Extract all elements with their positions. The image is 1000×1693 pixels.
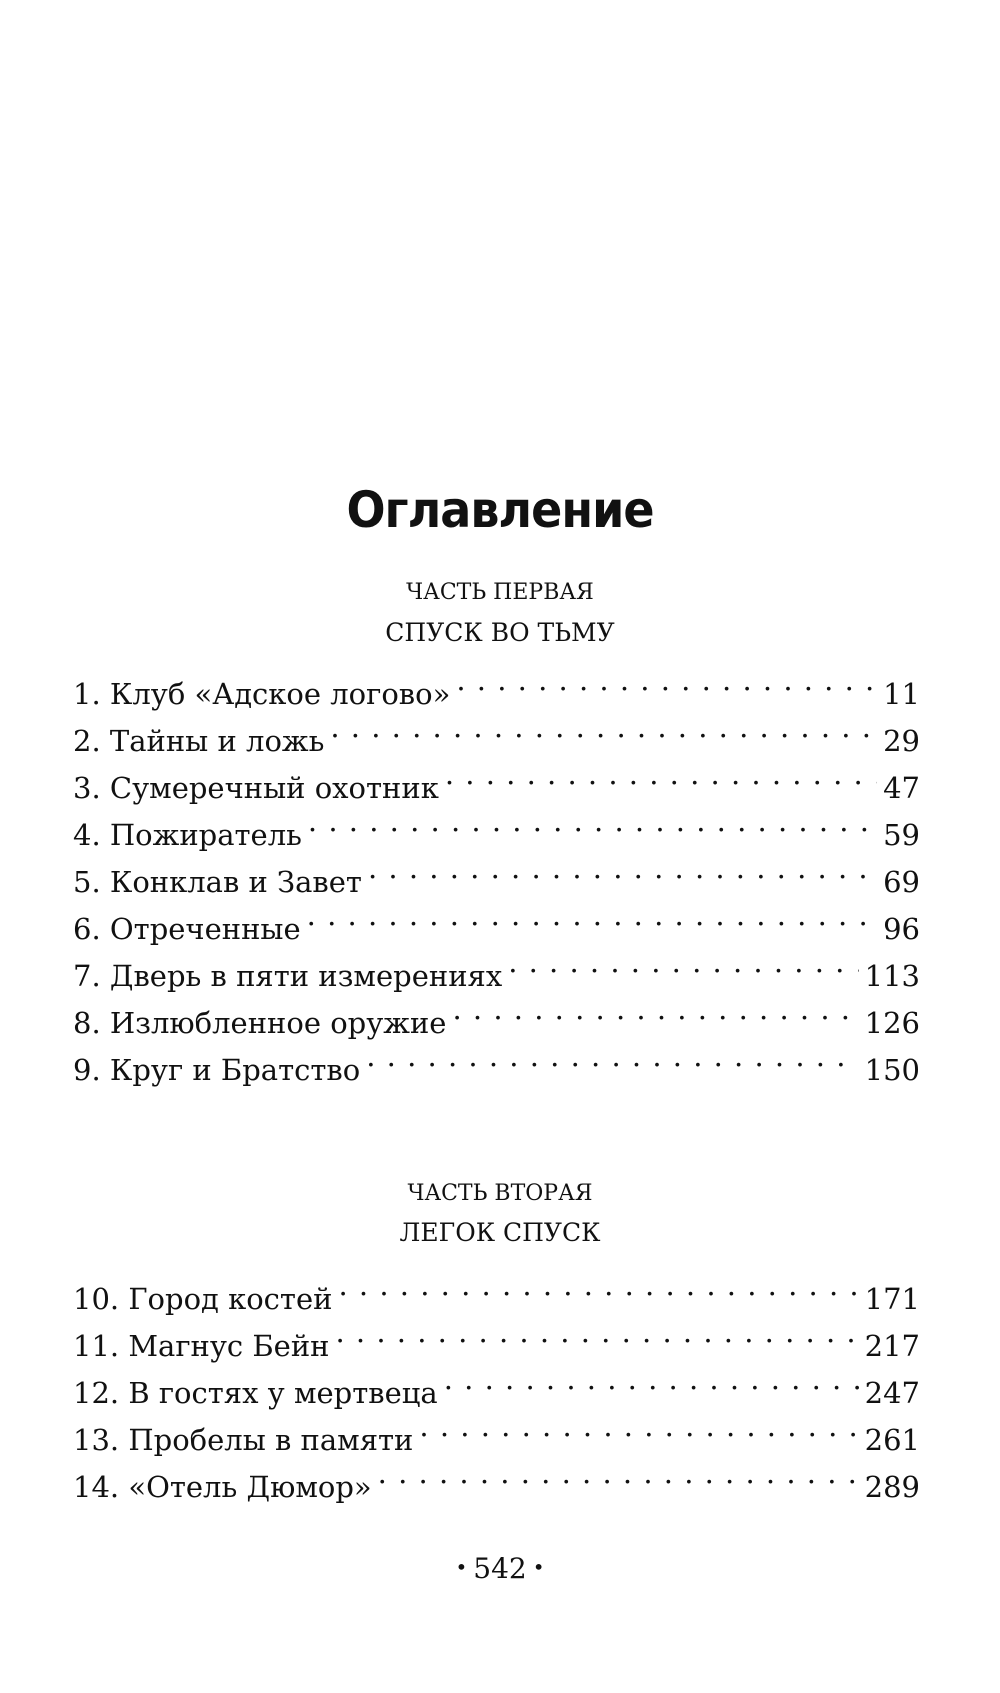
chapter-title: 10. Город костей <box>73 1282 333 1316</box>
chapter-title: 3. Сумеречный охотник <box>73 771 439 805</box>
chapter-title: 4. Пожиратель <box>73 818 302 852</box>
dot-leader <box>508 939 858 986</box>
dot-leader <box>366 1033 858 1080</box>
dot-leader <box>338 1262 858 1309</box>
chapter-page-number: 171 <box>864 1282 920 1316</box>
chapter-title: 8. Излюбленное оружие <box>73 1006 447 1040</box>
chapter-page-number: 217 <box>864 1329 920 1363</box>
bullet-right: • <box>532 1555 545 1579</box>
chapter-title: 1. Клуб «Адское логово» <box>73 677 451 711</box>
chapter-title: 12. В гостях у мертвеца <box>73 1376 438 1410</box>
chapter-title: 6. Отреченные <box>73 912 301 946</box>
part-one-name: СПУСК ВО ТЬМУ <box>385 618 615 647</box>
chapter-title: 2. Тайны и ложь <box>73 724 325 758</box>
chapter-page-number: 96 <box>883 912 920 946</box>
part-one-label: ЧАСТЬ ПЕРВАЯ <box>406 580 594 605</box>
chapter-page-number: 47 <box>883 771 920 805</box>
dot-leader <box>456 657 877 704</box>
dot-leader <box>452 986 858 1033</box>
page-number-value: 542 <box>473 1552 527 1585</box>
chapter-page-number: 11 <box>883 677 920 711</box>
chapter-title: 14. «Отель Дюмор» <box>73 1470 372 1504</box>
dot-leader <box>330 704 877 751</box>
dot-leader <box>445 751 877 798</box>
part-two-label: ЧАСТЬ ВТОРАЯ <box>407 1181 593 1206</box>
dot-leader <box>378 1450 859 1497</box>
dot-leader <box>308 798 877 845</box>
chapter-page-number: 261 <box>864 1423 920 1457</box>
part-two-name: ЛЕГОК СПУСК <box>399 1218 601 1247</box>
chapter-title: 9. Круг и Братство <box>73 1053 361 1087</box>
dot-leader <box>336 1309 859 1356</box>
part-one-chapter-list <box>73 657 920 1087</box>
chapter-page-number: 59 <box>883 818 920 852</box>
toc-entry[interactable] <box>73 1262 920 1316</box>
chapter-title: 13. Пробелы в памяти <box>73 1423 414 1457</box>
page-number <box>0 1552 1000 1585</box>
page-title: Оглавление <box>346 480 654 539</box>
dot-leader <box>368 845 877 892</box>
chapter-title: 7. Дверь в пяти измерениях <box>73 959 503 993</box>
dot-leader <box>444 1356 859 1403</box>
chapter-page-number: 247 <box>864 1376 920 1410</box>
chapter-title: 5. Конклав и Завет <box>73 865 362 899</box>
dot-leader <box>419 1403 858 1450</box>
chapter-title: 11. Магнус Бейн <box>73 1329 330 1363</box>
chapter-page-number: 150 <box>864 1053 920 1087</box>
bullet-left: • <box>455 1555 468 1579</box>
chapter-page-number: 289 <box>864 1470 920 1504</box>
chapter-page-number: 69 <box>883 865 920 899</box>
chapter-page-number: 113 <box>864 959 920 993</box>
chapter-page-number: 126 <box>864 1006 920 1040</box>
dot-leader <box>307 892 877 939</box>
chapter-page-number: 29 <box>883 724 920 758</box>
toc-entry[interactable] <box>73 657 920 711</box>
part-two-chapter-list <box>73 1262 920 1504</box>
